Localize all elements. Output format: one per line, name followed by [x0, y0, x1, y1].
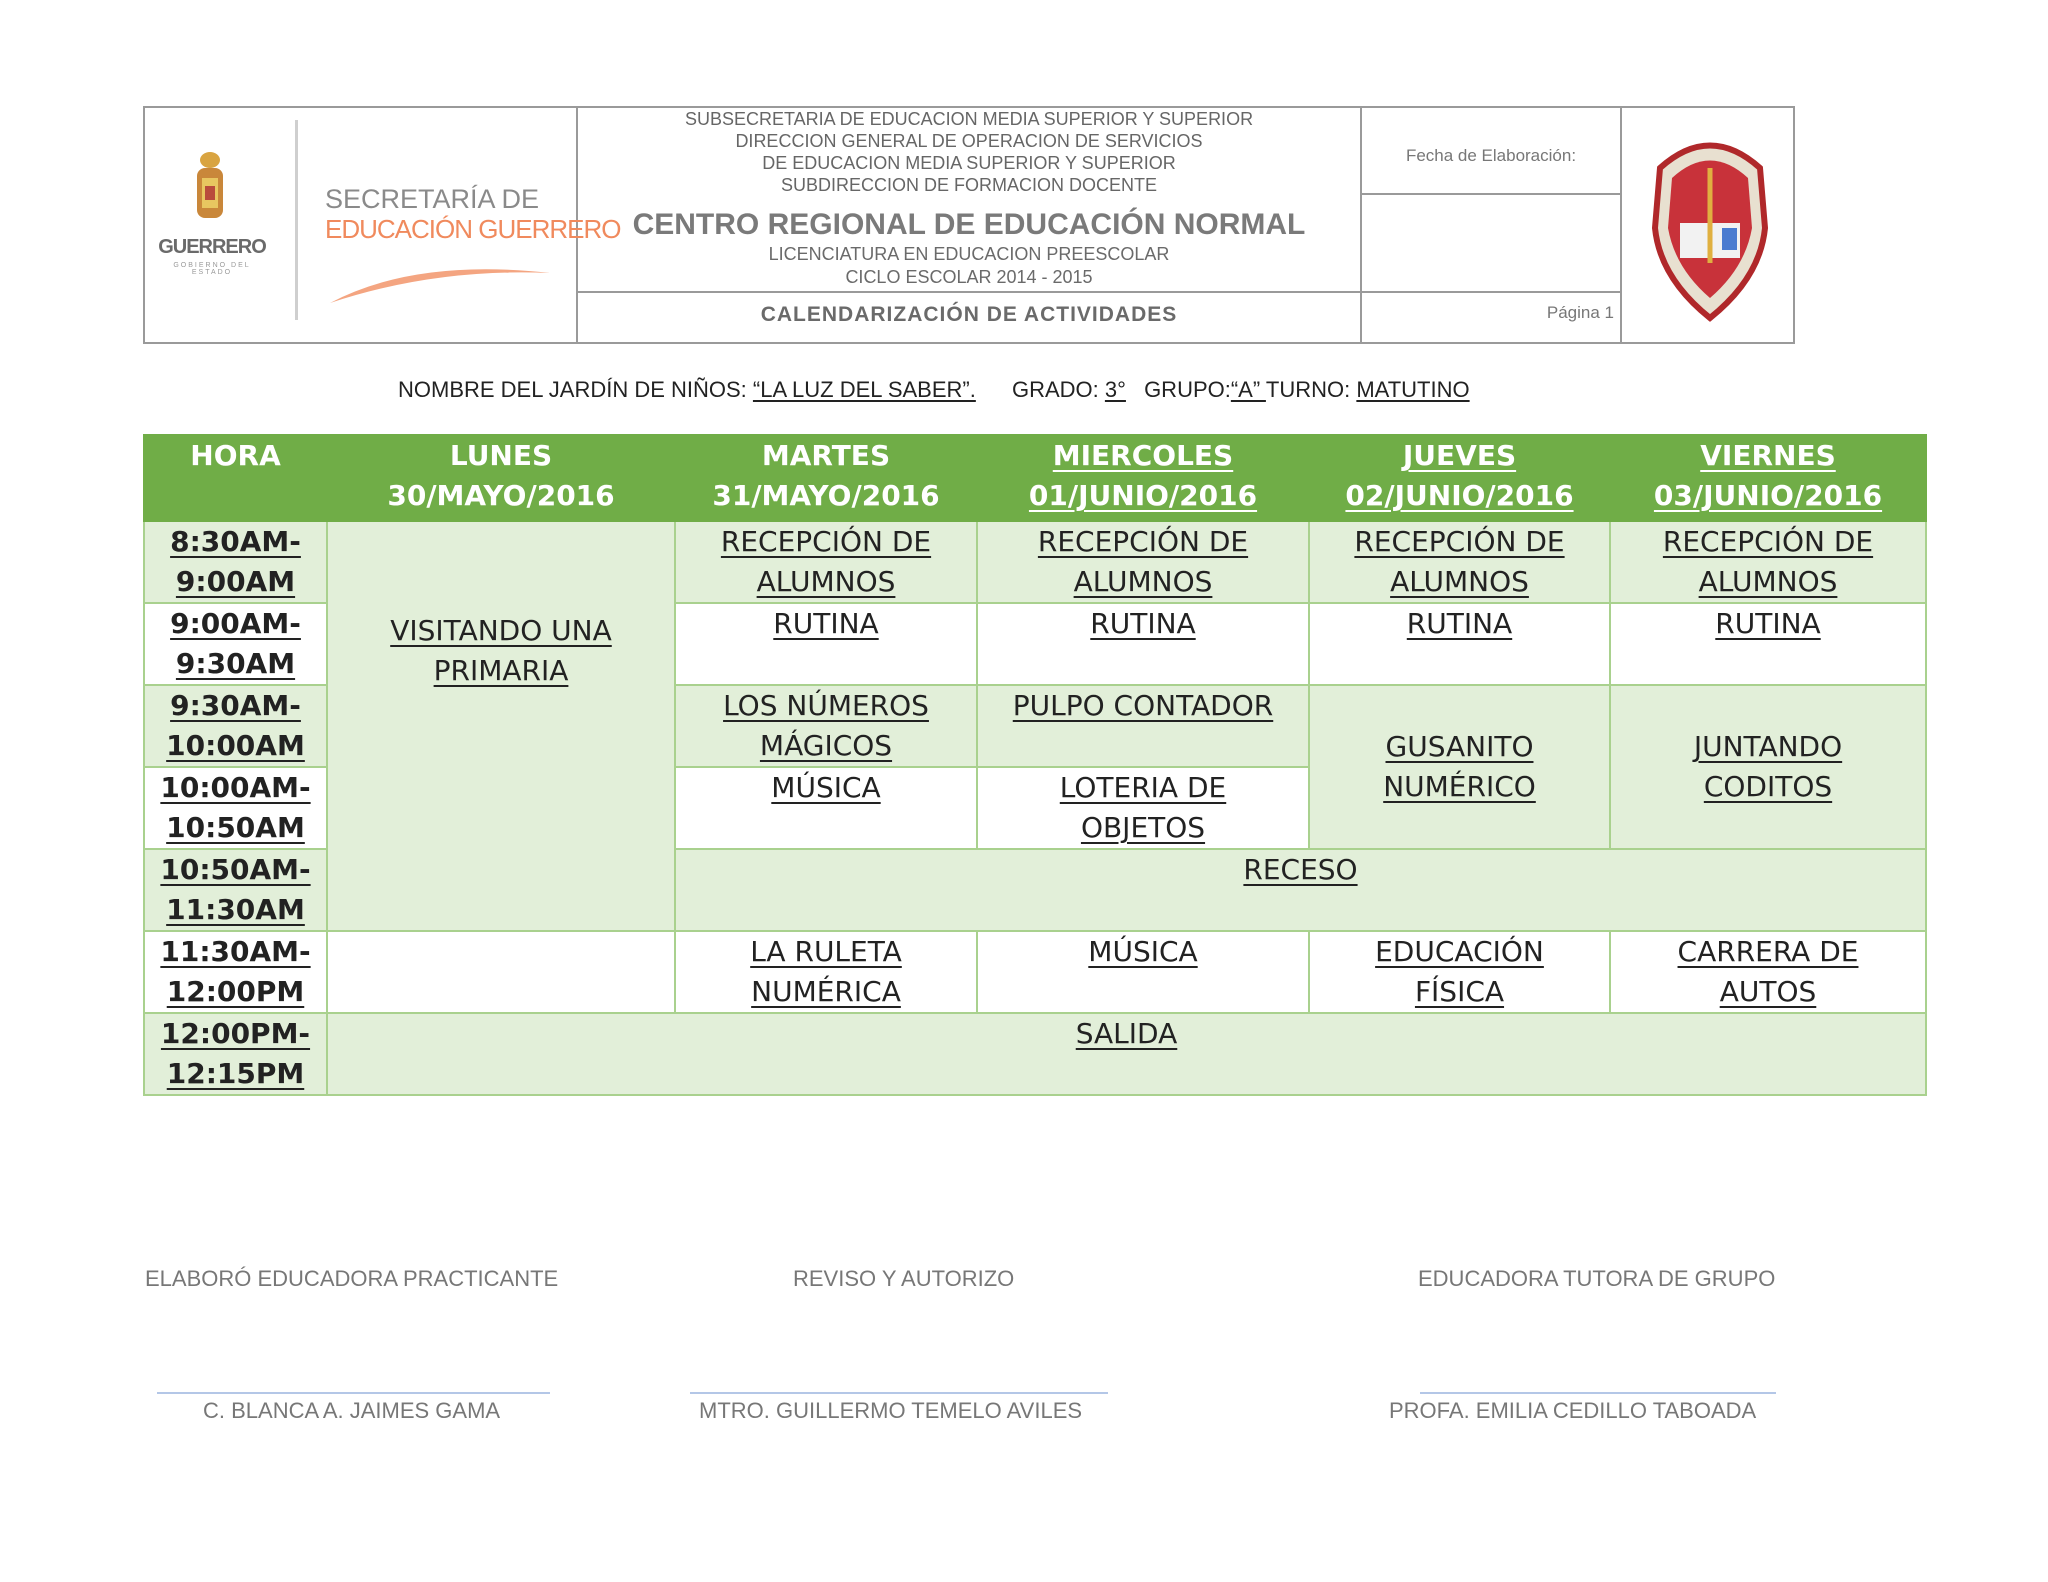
activity-cell: RUTINA [1309, 603, 1610, 685]
grupo-value: “A” [1230, 377, 1266, 402]
kindergarten-info [398, 377, 1470, 403]
tutora-label: EDUCADORA TUTORA DE GRUPO [1418, 1266, 1776, 1291]
page-number: Página 1 [1546, 303, 1614, 322]
activity-cell: CARRERA DE AUTOS [1610, 931, 1926, 1013]
header-miercoles: MIERCOLES 01/JUNIO/2016 [977, 435, 1309, 521]
header-hora: HORA [144, 435, 327, 521]
turno-value: MATUTINO [1356, 377, 1470, 402]
activity-cell: LOS NÚMEROS MÁGICOS [675, 685, 977, 767]
receso-cell: RECESO [675, 849, 1926, 931]
header-divider [576, 291, 1622, 293]
hora-cell: 10:00AM- 10:50AM [144, 767, 327, 849]
activity-cell: JUNTANDO CODITOS [1610, 685, 1926, 849]
nombre-label: NOMBRE DEL JARDÍN DE NIÑOS: [398, 377, 747, 402]
activity-cell: RECEPCIÓN DE ALUMNOS [977, 521, 1309, 603]
hora-cell: 8:30AM- 9:00AM [144, 521, 327, 603]
ciclo-escolar: CICLO ESCOLAR 2014 - 2015 [845, 267, 1093, 287]
secretaria-logo-line1: SECRETARÍA DE [325, 184, 540, 214]
signature-line [690, 1392, 1108, 1394]
school-crest-icon [1640, 128, 1780, 328]
table-row [144, 521, 1926, 603]
signature-line [1420, 1392, 1776, 1394]
reviso-label: REVISO Y AUTORIZO [793, 1266, 1015, 1291]
guerrero-logo-subtext: GOBIERNO DEL ESTADO [173, 262, 251, 276]
table-header-row [144, 435, 1926, 521]
institution-title: CENTRO REGIONAL DE EDUCACIÓN NORMAL [632, 208, 1306, 241]
grupo-label: GRUPO: [1144, 377, 1231, 402]
sub-line: SUBSECRETARIA DE EDUCACION MEDIA SUPERIOR Y SUPERIOR [684, 109, 1254, 129]
licenciatura: LICENCIATURA EN EDUCACION PREESCOLAR [768, 244, 1170, 264]
table-row [144, 1013, 1926, 1095]
header-jueves: JUEVES 02/JUNIO/2016 [1309, 435, 1610, 521]
sub-line: DE EDUCACION MEDIA SUPERIOR Y SUPERIOR [762, 153, 1176, 173]
swoosh-icon [325, 248, 555, 318]
header-viernes: VIERNES 03/JUNIO/2016 [1610, 435, 1926, 521]
grado-value: 3° [1104, 377, 1126, 402]
activity-cell: RUTINA [1610, 603, 1926, 685]
turno-label: TURNO: [1265, 377, 1351, 402]
activity-cell: RECEPCIÓN DE ALUMNOS [675, 521, 977, 603]
program-lines [578, 243, 1360, 289]
signer-name-3: PROFA. EMILIA CEDILLO TABOADA [1389, 1398, 1757, 1423]
activity-cell: EDUCACIÓN FÍSICA [1309, 931, 1610, 1013]
activity-cell: LA RULETA NUMÉRICA [675, 931, 977, 1013]
hora-cell: 9:30AM- 10:00AM [144, 685, 327, 767]
header-martes: MARTES 31/MAYO/2016 [675, 435, 977, 521]
activity-cell: MÚSICA [675, 767, 977, 849]
hora-cell: 10:50AM- 11:30AM [144, 849, 327, 931]
guerrero-logo-text: GUERRERO [158, 236, 266, 258]
logo-separator [295, 120, 298, 320]
grado-label: GRADO: [1011, 377, 1099, 402]
lunes-activity: VISITANDO UNA PRIMARIA [327, 521, 675, 931]
table-row [144, 931, 1926, 1013]
fecha-elaboracion-label: Fecha de Elaboración: [1405, 146, 1577, 165]
signer-name-1: C. BLANCA A. JAIMES GAMA [203, 1398, 501, 1423]
signature-line [157, 1392, 550, 1394]
activity-cell: PULPO CONTADOR [977, 685, 1309, 767]
subsecretaria-lines [578, 108, 1360, 196]
elaboro-label: ELABORÓ EDUCADORA PRACTICANTE [145, 1266, 559, 1291]
activity-cell: GUSANITO NUMÉRICO [1309, 685, 1610, 849]
activity-cell: RUTINA [675, 603, 977, 685]
hora-cell: 11:30AM- 12:00PM [144, 931, 327, 1013]
activity-cell: LOTERIA DE OBJETOS [977, 767, 1309, 849]
sub-line: SUBDIRECCION DE FORMACION DOCENTE [780, 175, 1158, 195]
hora-cell: 9:00AM- 9:30AM [144, 603, 327, 685]
document-title: CALENDARIZACIÓN DE ACTIVIDADES [760, 303, 1178, 326]
document-header [143, 106, 1795, 344]
secretaria-logo-line2: EDUCACIÓN GUERRERO [325, 214, 621, 244]
activity-cell: RUTINA [977, 603, 1309, 685]
activity-cell: RECEPCIÓN DE ALUMNOS [1610, 521, 1926, 603]
header-divider [1360, 193, 1622, 195]
activity-cell [327, 931, 675, 1013]
hora-cell: 12:00PM- 12:15PM [144, 1013, 327, 1095]
kindergarten-name: “LA LUZ DEL SABER”. [752, 377, 976, 402]
activity-cell: RECEPCIÓN DE ALUMNOS [1309, 521, 1610, 603]
schedule-table [143, 434, 1927, 1096]
signer-name-2: MTRO. GUILLERMO TEMELO AVILES [699, 1398, 1083, 1423]
sub-line: DIRECCION GENERAL DE OPERACION DE SERVICIOS [735, 131, 1203, 151]
header-divider [1620, 108, 1622, 342]
header-lunes: LUNES 30/MAYO/2016 [327, 435, 675, 521]
salida-cell: SALIDA [327, 1013, 1926, 1095]
activity-cell: MÚSICA [977, 931, 1309, 1013]
